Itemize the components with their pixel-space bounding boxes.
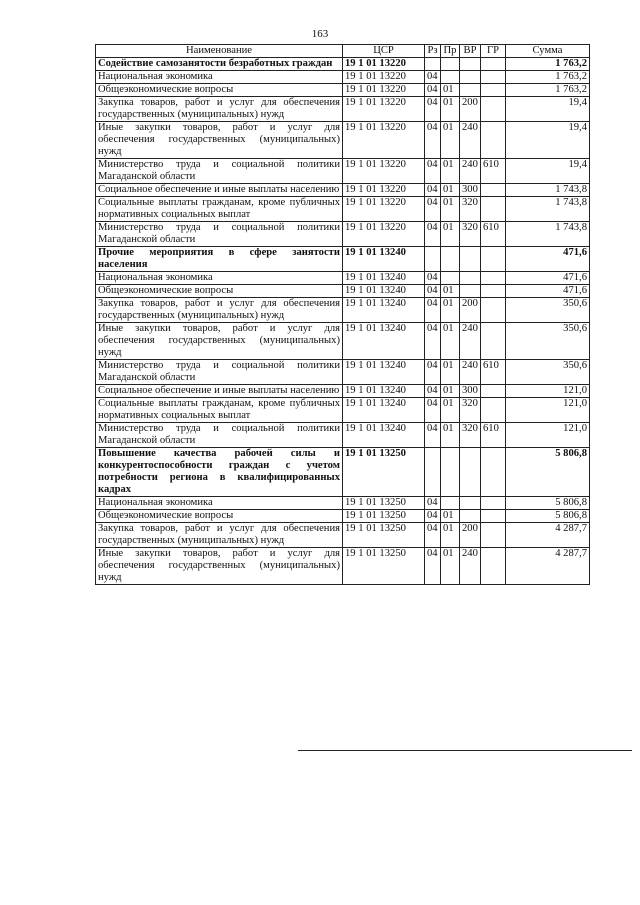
table-header-row bbox=[96, 45, 590, 58]
cell-rz: 04 bbox=[425, 510, 441, 523]
header-vr: ВР bbox=[460, 45, 481, 58]
cell-rz: 04 bbox=[425, 197, 441, 222]
cell-csr: 19 1 01 13220 bbox=[343, 122, 425, 159]
cell-pr: 01 bbox=[441, 398, 460, 423]
cell-vr: 300 bbox=[460, 385, 481, 398]
cell-gr bbox=[481, 285, 506, 298]
cell-rz: 04 bbox=[425, 122, 441, 159]
cell-vr bbox=[460, 84, 481, 97]
table-row bbox=[96, 197, 590, 222]
cell-pr: 01 bbox=[441, 84, 460, 97]
cell-sum: 471,6 bbox=[506, 247, 590, 272]
cell-name: Закупка товаров, работ и услуг для обеспечения государственных (муниципальных) нужд bbox=[96, 97, 343, 122]
cell-pr: 01 bbox=[441, 184, 460, 197]
cell-pr bbox=[441, 247, 460, 272]
table-row bbox=[96, 497, 590, 510]
cell-csr: 19 1 01 13250 bbox=[343, 448, 425, 497]
cell-sum: 1 763,2 bbox=[506, 58, 590, 71]
cell-name: Национальная экономика bbox=[96, 71, 343, 84]
cell-sum: 121,0 bbox=[506, 398, 590, 423]
cell-vr: 320 bbox=[460, 398, 481, 423]
cell-rz: 04 bbox=[425, 184, 441, 197]
cell-csr: 19 1 01 13220 bbox=[343, 84, 425, 97]
cell-rz: 04 bbox=[425, 497, 441, 510]
cell-sum: 121,0 bbox=[506, 423, 590, 448]
header-csr: ЦСР bbox=[343, 45, 425, 58]
cell-pr: 01 bbox=[441, 222, 460, 247]
cell-csr: 19 1 01 13240 bbox=[343, 247, 425, 272]
cell-name: Прочие мероприятия в сфере занятости населения bbox=[96, 247, 343, 272]
cell-sum: 5 806,8 bbox=[506, 510, 590, 523]
cell-pr bbox=[441, 71, 460, 84]
cell-gr bbox=[481, 184, 506, 197]
cell-rz: 04 bbox=[425, 385, 441, 398]
table-row bbox=[96, 285, 590, 298]
cell-rz: 04 bbox=[425, 159, 441, 184]
cell-pr: 01 bbox=[441, 97, 460, 122]
table-row bbox=[96, 159, 590, 184]
cell-rz: 04 bbox=[425, 323, 441, 360]
cell-csr: 19 1 01 13240 bbox=[343, 423, 425, 448]
cell-sum: 471,6 bbox=[506, 285, 590, 298]
cell-gr bbox=[481, 122, 506, 159]
cell-csr: 19 1 01 13240 bbox=[343, 360, 425, 385]
cell-pr: 01 bbox=[441, 298, 460, 323]
cell-gr bbox=[481, 58, 506, 71]
cell-name: Социальное обеспечение и иные выплаты населению bbox=[96, 184, 343, 197]
cell-name: Общеэкономические вопросы bbox=[96, 285, 343, 298]
cell-csr: 19 1 01 13220 bbox=[343, 159, 425, 184]
cell-name: Общеэкономические вопросы bbox=[96, 510, 343, 523]
page-number: 163 bbox=[311, 28, 329, 40]
cell-rz: 04 bbox=[425, 423, 441, 448]
header-pr: Пр bbox=[441, 45, 460, 58]
header-name: Наименование bbox=[96, 45, 343, 58]
cell-gr bbox=[481, 272, 506, 285]
cell-rz: 04 bbox=[425, 71, 441, 84]
cell-sum: 350,6 bbox=[506, 298, 590, 323]
cell-gr bbox=[481, 298, 506, 323]
cell-vr bbox=[460, 510, 481, 523]
cell-gr bbox=[481, 97, 506, 122]
cell-sum: 350,6 bbox=[506, 360, 590, 385]
cell-sum: 471,6 bbox=[506, 272, 590, 285]
cell-name: Повышение качества рабочей силы и конкурентоспособности граждан с учетом потребности региона в квалифицированных кадрах bbox=[96, 448, 343, 497]
table-row bbox=[96, 510, 590, 523]
cell-pr: 01 bbox=[441, 385, 460, 398]
cell-csr: 19 1 01 13220 bbox=[343, 71, 425, 84]
cell-csr: 19 1 01 13250 bbox=[343, 523, 425, 548]
cell-name: Социальное обеспечение и иные выплаты населению bbox=[96, 385, 343, 398]
cell-vr: 240 bbox=[460, 548, 481, 585]
cell-csr: 19 1 01 13240 bbox=[343, 285, 425, 298]
cell-sum: 121,0 bbox=[506, 385, 590, 398]
cell-csr: 19 1 01 13250 bbox=[343, 510, 425, 523]
cell-vr bbox=[460, 247, 481, 272]
cell-vr: 240 bbox=[460, 159, 481, 184]
header-sum: Сумма bbox=[506, 45, 590, 58]
cell-name: Министерство труда и социальной политики Магаданской области bbox=[96, 423, 343, 448]
header-gr: ГР bbox=[481, 45, 506, 58]
cell-csr: 19 1 01 13220 bbox=[343, 197, 425, 222]
cell-csr: 19 1 01 13240 bbox=[343, 323, 425, 360]
cell-vr: 240 bbox=[460, 122, 481, 159]
cell-vr bbox=[460, 58, 481, 71]
cell-rz bbox=[425, 58, 441, 71]
table-row bbox=[96, 272, 590, 285]
table-row bbox=[96, 448, 590, 497]
cell-sum: 5 806,8 bbox=[506, 497, 590, 510]
cell-rz: 04 bbox=[425, 285, 441, 298]
cell-csr: 19 1 01 13220 bbox=[343, 184, 425, 197]
cell-name: Министерство труда и социальной политики Магаданской области bbox=[96, 222, 343, 247]
cell-name: Содействие самозанятости безработных граждан bbox=[96, 58, 343, 71]
budget-table bbox=[95, 44, 590, 585]
table-row bbox=[96, 323, 590, 360]
cell-name: Министерство труда и социальной политики Магаданской области bbox=[96, 360, 343, 385]
cell-name: Закупка товаров, работ и услуг для обеспечения государственных (муниципальных) нужд bbox=[96, 523, 343, 548]
cell-vr: 240 bbox=[460, 360, 481, 385]
cell-rz: 04 bbox=[425, 222, 441, 247]
cell-pr: 01 bbox=[441, 197, 460, 222]
table-row bbox=[96, 423, 590, 448]
cell-gr: 610 bbox=[481, 423, 506, 448]
table-row bbox=[96, 222, 590, 247]
cell-gr bbox=[481, 510, 506, 523]
cell-gr bbox=[481, 548, 506, 585]
cell-vr bbox=[460, 448, 481, 497]
cell-sum: 1 743,8 bbox=[506, 184, 590, 197]
table-row bbox=[96, 97, 590, 122]
cell-pr: 01 bbox=[441, 159, 460, 184]
header-rz: Рз bbox=[425, 45, 441, 58]
cell-gr bbox=[481, 247, 506, 272]
cell-csr: 19 1 01 13220 bbox=[343, 58, 425, 71]
cell-csr: 19 1 01 13240 bbox=[343, 272, 425, 285]
cell-rz: 04 bbox=[425, 398, 441, 423]
cell-pr bbox=[441, 448, 460, 497]
cell-rz: 04 bbox=[425, 84, 441, 97]
cell-vr bbox=[460, 285, 481, 298]
cell-name: Иные закупки товаров, работ и услуг для обеспечения государственных (муниципальных) нужд bbox=[96, 548, 343, 585]
cell-name: Национальная экономика bbox=[96, 497, 343, 510]
table-row bbox=[96, 398, 590, 423]
table-row bbox=[96, 184, 590, 197]
cell-gr: 610 bbox=[481, 222, 506, 247]
cell-vr bbox=[460, 497, 481, 510]
cell-gr bbox=[481, 84, 506, 97]
cell-sum: 1 763,2 bbox=[506, 71, 590, 84]
cell-gr bbox=[481, 523, 506, 548]
cell-pr: 01 bbox=[441, 285, 460, 298]
cell-pr: 01 bbox=[441, 122, 460, 159]
cell-vr: 320 bbox=[460, 222, 481, 247]
cell-vr: 200 bbox=[460, 523, 481, 548]
cell-csr: 19 1 01 13240 bbox=[343, 298, 425, 323]
table-row bbox=[96, 84, 590, 97]
cell-sum: 1 743,8 bbox=[506, 197, 590, 222]
cell-name: Министерство труда и социальной политики Магаданской области bbox=[96, 159, 343, 184]
table-row bbox=[96, 122, 590, 159]
cell-name: Иные закупки товаров, работ и услуг для обеспечения государственных (муниципальных) нужд bbox=[96, 122, 343, 159]
cell-gr bbox=[481, 398, 506, 423]
cell-vr: 240 bbox=[460, 323, 481, 360]
cell-name: Закупка товаров, работ и услуг для обеспечения государственных (муниципальных) нужд bbox=[96, 298, 343, 323]
table-body bbox=[96, 58, 590, 585]
cell-name: Иные закупки товаров, работ и услуг для обеспечения государственных (муниципальных) нужд bbox=[96, 323, 343, 360]
cell-rz: 04 bbox=[425, 360, 441, 385]
cell-pr: 01 bbox=[441, 510, 460, 523]
cell-rz bbox=[425, 448, 441, 497]
cell-sum: 5 806,8 bbox=[506, 448, 590, 497]
cell-gr bbox=[481, 71, 506, 84]
cell-pr bbox=[441, 272, 460, 285]
cell-sum: 19,4 bbox=[506, 97, 590, 122]
cell-vr: 300 bbox=[460, 184, 481, 197]
cell-gr bbox=[481, 197, 506, 222]
cell-name: Национальная экономика bbox=[96, 272, 343, 285]
table-row bbox=[96, 385, 590, 398]
cell-pr: 01 bbox=[441, 360, 460, 385]
table-row bbox=[96, 523, 590, 548]
cell-rz: 04 bbox=[425, 523, 441, 548]
cell-rz: 04 bbox=[425, 272, 441, 285]
table-row bbox=[96, 360, 590, 385]
cell-pr: 01 bbox=[441, 423, 460, 448]
cell-sum: 1 743,8 bbox=[506, 222, 590, 247]
cell-gr bbox=[481, 385, 506, 398]
table-row bbox=[96, 58, 590, 71]
cell-pr: 01 bbox=[441, 548, 460, 585]
cell-csr: 19 1 01 13240 bbox=[343, 385, 425, 398]
cell-rz bbox=[425, 247, 441, 272]
cell-vr: 320 bbox=[460, 197, 481, 222]
cell-gr: 610 bbox=[481, 360, 506, 385]
cell-pr: 01 bbox=[441, 523, 460, 548]
cell-rz: 04 bbox=[425, 97, 441, 122]
cell-vr: 320 bbox=[460, 423, 481, 448]
cell-pr bbox=[441, 58, 460, 71]
cell-vr bbox=[460, 272, 481, 285]
cell-sum: 4 287,7 bbox=[506, 548, 590, 585]
cell-vr bbox=[460, 71, 481, 84]
cell-name: Социальные выплаты гражданам, кроме публичных нормативных социальных выплат bbox=[96, 197, 343, 222]
table-row bbox=[96, 71, 590, 84]
cell-sum: 19,4 bbox=[506, 159, 590, 184]
cell-pr: 01 bbox=[441, 323, 460, 360]
cell-csr: 19 1 01 13250 bbox=[343, 497, 425, 510]
cell-vr: 200 bbox=[460, 97, 481, 122]
cell-pr bbox=[441, 497, 460, 510]
cell-csr: 19 1 01 13240 bbox=[343, 398, 425, 423]
cell-rz: 04 bbox=[425, 548, 441, 585]
cell-name: Общеэкономические вопросы bbox=[96, 84, 343, 97]
cell-csr: 19 1 01 13220 bbox=[343, 222, 425, 247]
cell-csr: 19 1 01 13250 bbox=[343, 548, 425, 585]
table-row bbox=[96, 298, 590, 323]
table-row bbox=[96, 247, 590, 272]
cell-gr: 610 bbox=[481, 159, 506, 184]
cell-gr bbox=[481, 448, 506, 497]
cell-gr bbox=[481, 323, 506, 360]
cell-sum: 4 287,7 bbox=[506, 523, 590, 548]
table-row bbox=[96, 548, 590, 585]
cell-csr: 19 1 01 13220 bbox=[343, 97, 425, 122]
cell-rz: 04 bbox=[425, 298, 441, 323]
divider-line bbox=[298, 750, 632, 751]
cell-vr: 200 bbox=[460, 298, 481, 323]
cell-gr bbox=[481, 497, 506, 510]
cell-sum: 1 763,2 bbox=[506, 84, 590, 97]
cell-sum: 19,4 bbox=[506, 122, 590, 159]
cell-sum: 350,6 bbox=[506, 323, 590, 360]
cell-name: Социальные выплаты гражданам, кроме публичных нормативных социальных выплат bbox=[96, 398, 343, 423]
